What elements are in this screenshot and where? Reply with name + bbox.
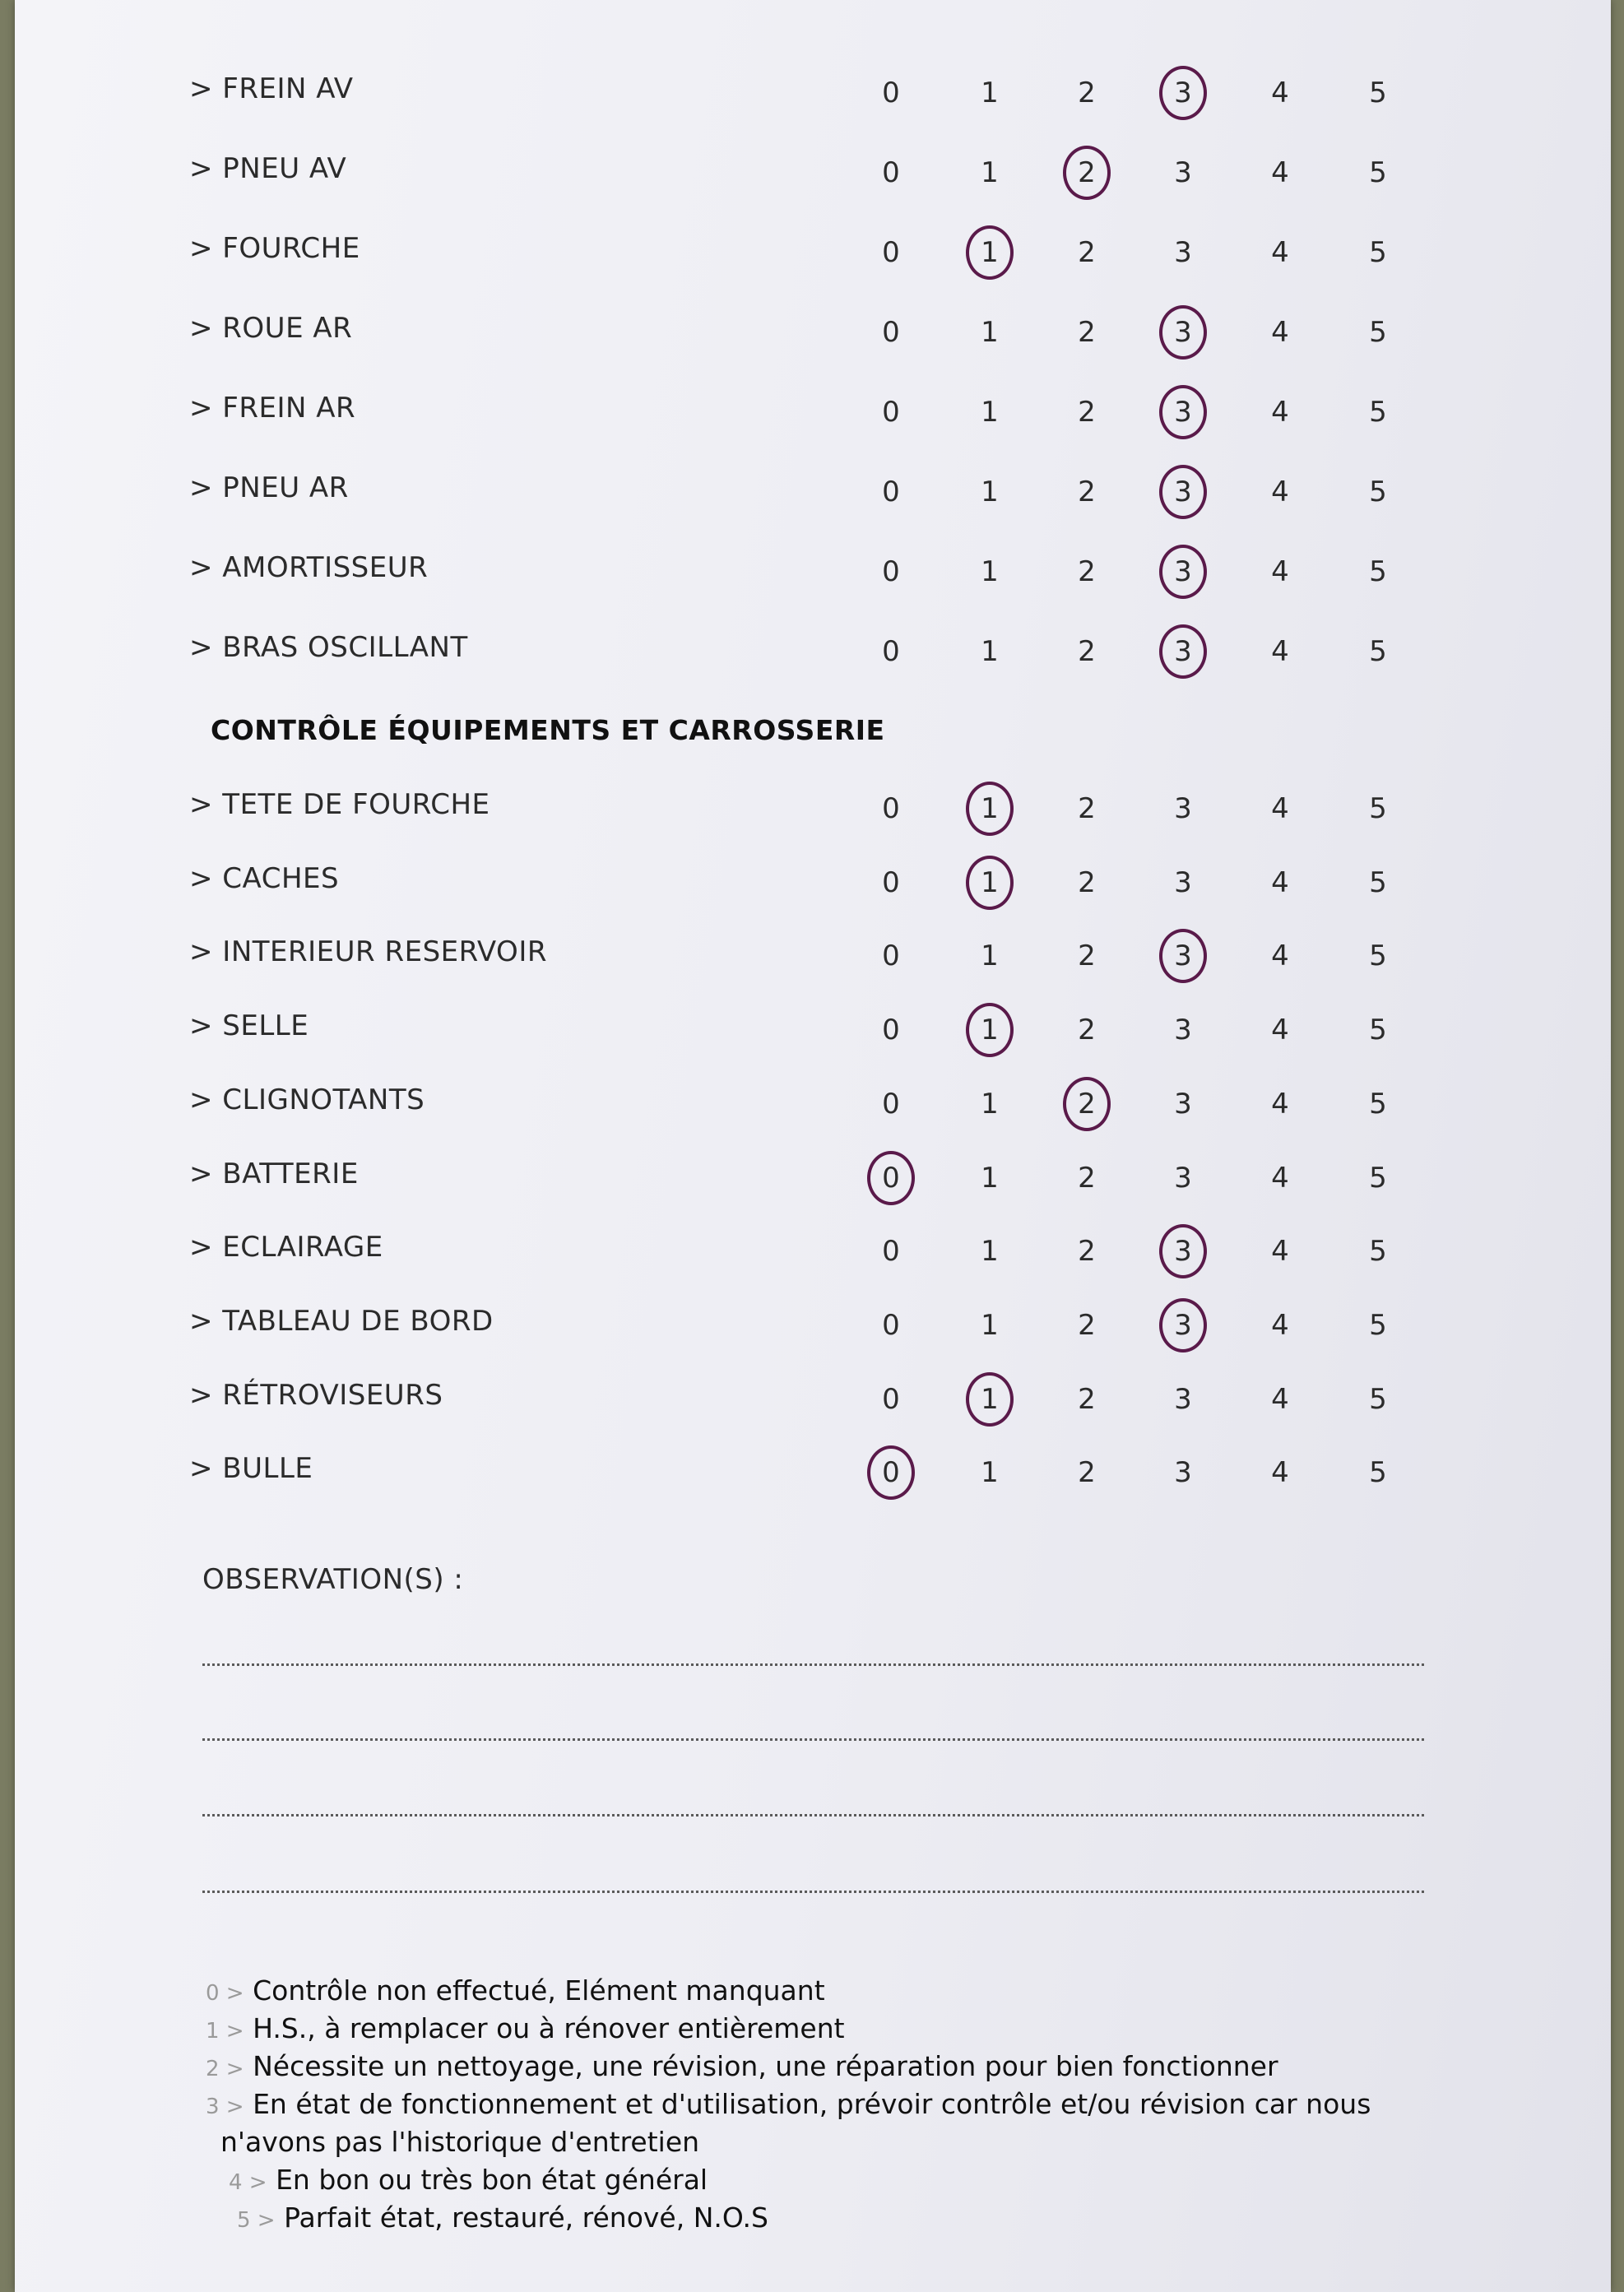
score-option[interactable]: 1 — [981, 1235, 999, 1269]
score-option-selected[interactable]: 2 — [1063, 1077, 1111, 1131]
score-option[interactable]: 2 — [1078, 1235, 1096, 1269]
score-option[interactable]: 1 — [981, 555, 999, 588]
score-option[interactable]: 0 — [882, 792, 900, 825]
item-label: > RÉTROVISEURS — [189, 1378, 443, 1412]
score-option[interactable]: 5 — [1369, 1382, 1387, 1416]
legend-line — [220, 2126, 699, 2158]
score-option[interactable]: 5 — [1369, 1014, 1387, 1047]
score-option[interactable]: 5 — [1369, 156, 1387, 189]
item-label: > BRAS OSCILLANT — [189, 631, 468, 664]
checklist-row — [15, 1362, 1611, 1436]
checklist-row — [15, 1288, 1611, 1362]
legend-text: Parfait état, restauré, rénové, N.O.S — [275, 2202, 768, 2234]
legend-line — [206, 2050, 1278, 2082]
score-option[interactable]: 1 — [981, 476, 999, 508]
score-option[interactable]: 5 — [1369, 865, 1387, 899]
legend-text: Contrôle non effectué, Elément manquant — [244, 1974, 825, 2007]
score-option[interactable]: 2 — [1078, 555, 1096, 588]
score-option-selected[interactable]: 3 — [1159, 465, 1207, 519]
score-option-selected[interactable]: 0 — [867, 1151, 915, 1205]
score-option[interactable]: 5 — [1369, 476, 1387, 508]
legend-number: 3 > — [206, 2095, 244, 2119]
score-option[interactable]: 3 — [1174, 1161, 1192, 1195]
score-option[interactable]: 3 — [1174, 156, 1192, 189]
checklist-row — [15, 993, 1611, 1067]
item-label: > BULLE — [189, 1452, 313, 1486]
item-label: > FREIN AV — [189, 72, 354, 105]
score-option[interactable]: 1 — [981, 1161, 999, 1195]
legend-line — [206, 2088, 1371, 2120]
score-option[interactable]: 4 — [1271, 865, 1289, 899]
score-option[interactable]: 1 — [981, 316, 999, 349]
score-option-selected[interactable]: 3 — [1159, 1298, 1207, 1352]
legend-line — [229, 2164, 708, 2196]
score-option[interactable]: 2 — [1078, 77, 1096, 109]
checklist-row — [15, 919, 1611, 993]
checklist-row — [15, 615, 1611, 689]
observation-line — [202, 1891, 1424, 1893]
score-option[interactable]: 0 — [882, 1087, 900, 1120]
legend-number: 5 > — [237, 2208, 276, 2233]
item-label: > PNEU AV — [189, 152, 347, 185]
score-option[interactable]: 5 — [1369, 316, 1387, 349]
item-label: > AMORTISSEUR — [189, 551, 429, 584]
score-option[interactable]: 1 — [981, 77, 999, 109]
legend-line — [237, 2202, 768, 2234]
item-label: > TETE DE FOURCHE — [189, 788, 490, 821]
score-option-selected[interactable]: 3 — [1159, 545, 1207, 599]
checklist-row — [15, 56, 1611, 130]
score-option[interactable]: 2 — [1078, 476, 1096, 508]
score-option[interactable]: 4 — [1271, 555, 1289, 588]
score-option[interactable]: 4 — [1271, 940, 1289, 973]
score-option[interactable]: 4 — [1271, 1161, 1289, 1195]
legend-number: 4 > — [229, 2170, 267, 2195]
score-option[interactable]: 2 — [1078, 236, 1096, 269]
score-option[interactable]: 5 — [1369, 1235, 1387, 1269]
score-option[interactable]: 5 — [1369, 940, 1387, 973]
score-option[interactable]: 2 — [1078, 1014, 1096, 1047]
score-option-selected[interactable]: 3 — [1159, 305, 1207, 360]
score-option[interactable]: 0 — [882, 635, 900, 668]
checklist-row — [15, 535, 1611, 609]
score-option[interactable]: 2 — [1078, 865, 1096, 899]
score-option[interactable]: 4 — [1271, 156, 1289, 189]
score-option[interactable]: 2 — [1078, 1161, 1096, 1195]
checklist-row — [15, 846, 1611, 920]
checklist-row — [15, 295, 1611, 369]
item-label: > CLIGNOTANTS — [189, 1083, 425, 1116]
score-option[interactable]: 5 — [1369, 396, 1387, 429]
score-option[interactable]: 0 — [882, 1235, 900, 1269]
score-option[interactable]: 4 — [1271, 396, 1289, 429]
observations-label: OBSERVATION(S) : — [202, 1563, 464, 1596]
score-option-selected[interactable]: 3 — [1159, 66, 1207, 120]
score-option[interactable]: 4 — [1271, 77, 1289, 109]
checklist-row — [15, 1141, 1611, 1215]
score-option-selected[interactable]: 3 — [1159, 385, 1207, 439]
checklist-row — [15, 216, 1611, 290]
score-option[interactable]: 4 — [1271, 1014, 1289, 1047]
checklist-row — [15, 136, 1611, 210]
score-option[interactable]: 1 — [981, 940, 999, 973]
legend-text: En bon ou très bon état général — [267, 2164, 708, 2196]
score-option[interactable]: 4 — [1271, 1087, 1289, 1120]
legend-number: 1 > — [206, 2019, 244, 2044]
score-option[interactable]: 0 — [882, 1308, 900, 1342]
score-option[interactable]: 0 — [882, 476, 900, 508]
score-option[interactable]: 4 — [1271, 1456, 1289, 1490]
score-option[interactable]: 1 — [981, 1456, 999, 1490]
legend-line — [206, 1974, 825, 2007]
checklist-row — [15, 1214, 1611, 1288]
score-option[interactable]: 3 — [1174, 1087, 1192, 1120]
section-title: CONTRÔLE ÉQUIPEMENTS ET CARROSSERIE — [211, 714, 885, 746]
score-option[interactable]: 1 — [981, 396, 999, 429]
observation-line — [202, 1814, 1424, 1816]
legend-text: H.S., à remplacer ou à rénover entièrement — [244, 2012, 845, 2044]
legend-number: 2 > — [206, 2057, 244, 2081]
score-option[interactable]: 3 — [1174, 236, 1192, 269]
checklist-row — [15, 1067, 1611, 1141]
score-option[interactable]: 0 — [882, 555, 900, 588]
legend-line — [206, 2012, 845, 2044]
score-option[interactable]: 4 — [1271, 1235, 1289, 1269]
score-option[interactable]: 1 — [981, 635, 999, 668]
score-option[interactable]: 4 — [1271, 236, 1289, 269]
score-option[interactable]: 1 — [981, 1087, 999, 1120]
score-option[interactable]: 5 — [1369, 1308, 1387, 1342]
score-option[interactable]: 0 — [882, 236, 900, 269]
item-label: > ROUE AR — [189, 312, 353, 345]
score-option-selected[interactable]: 1 — [966, 225, 1014, 280]
score-option[interactable]: 5 — [1369, 635, 1387, 668]
score-option[interactable]: 2 — [1078, 396, 1096, 429]
score-option[interactable]: 3 — [1174, 1014, 1192, 1047]
score-option[interactable]: 1 — [981, 1308, 999, 1342]
score-option-selected[interactable]: 1 — [966, 1372, 1014, 1427]
score-option[interactable]: 4 — [1271, 476, 1289, 508]
legend-text: En état de fonctionnement et d'utilisation, prévoir contrôle et/ou révision car nous — [244, 2088, 1371, 2120]
item-label: > FOURCHE — [189, 232, 360, 265]
score-option[interactable]: 0 — [882, 940, 900, 973]
score-option-selected[interactable]: 1 — [966, 1003, 1014, 1057]
item-label: > ECLAIRAGE — [189, 1231, 383, 1264]
score-option-selected[interactable]: 0 — [867, 1445, 915, 1500]
score-option[interactable]: 5 — [1369, 236, 1387, 269]
item-label: > INTERIEUR RESERVOIR — [189, 935, 547, 969]
score-option[interactable]: 0 — [882, 1382, 900, 1416]
score-option[interactable]: 2 — [1078, 940, 1096, 973]
score-option[interactable]: 4 — [1271, 1308, 1289, 1342]
legend-text: n'avons pas l'historique d'entretien — [220, 2126, 700, 2158]
score-option[interactable]: 5 — [1369, 792, 1387, 825]
checklist-row — [15, 1436, 1611, 1510]
item-label: > CACHES — [189, 861, 340, 895]
checklist-sheet — [15, 0, 1611, 2292]
observation-line — [202, 1663, 1424, 1666]
score-option[interactable]: 0 — [882, 156, 900, 189]
legend-text: Nécessite un nettoyage, une révision, une réparation pour bien fonctionner — [244, 2050, 1278, 2082]
score-option[interactable]: 2 — [1078, 1456, 1096, 1490]
checklist-row — [15, 772, 1611, 846]
score-option[interactable]: 3 — [1174, 1456, 1192, 1490]
score-option[interactable]: 0 — [882, 316, 900, 349]
score-option[interactable]: 0 — [882, 865, 900, 899]
score-option[interactable]: 4 — [1271, 635, 1289, 668]
score-option[interactable]: 5 — [1369, 555, 1387, 588]
score-option[interactable]: 3 — [1174, 1382, 1192, 1416]
score-option[interactable]: 2 — [1078, 1382, 1096, 1416]
item-label: > BATTERIE — [189, 1157, 359, 1190]
checklist-row — [15, 375, 1611, 449]
score-option-selected[interactable]: 3 — [1159, 929, 1207, 983]
score-option[interactable]: 2 — [1078, 316, 1096, 349]
score-option-selected[interactable]: 3 — [1159, 624, 1207, 679]
score-option[interactable]: 3 — [1174, 865, 1192, 899]
score-option-selected[interactable]: 3 — [1159, 1224, 1207, 1278]
score-option[interactable]: 5 — [1369, 77, 1387, 109]
score-option[interactable]: 4 — [1271, 316, 1289, 349]
score-option[interactable]: 5 — [1369, 1161, 1387, 1195]
observation-line — [202, 1738, 1424, 1741]
score-option-selected[interactable]: 2 — [1063, 146, 1111, 200]
item-label: > FREIN AR — [189, 392, 356, 425]
score-option[interactable]: 0 — [882, 1014, 900, 1047]
score-option[interactable]: 4 — [1271, 1382, 1289, 1416]
score-option-selected[interactable]: 1 — [966, 782, 1014, 836]
score-option[interactable]: 5 — [1369, 1456, 1387, 1490]
score-option[interactable]: 2 — [1078, 635, 1096, 668]
score-option[interactable]: 2 — [1078, 792, 1096, 825]
score-option[interactable]: 0 — [882, 77, 900, 109]
score-option-selected[interactable]: 1 — [966, 856, 1014, 910]
score-option[interactable]: 0 — [882, 396, 900, 429]
item-label: > PNEU AR — [189, 471, 349, 504]
score-option[interactable]: 2 — [1078, 1308, 1096, 1342]
score-option[interactable]: 1 — [981, 156, 999, 189]
score-option[interactable]: 4 — [1271, 792, 1289, 825]
checklist-row — [15, 455, 1611, 529]
item-label: > SELLE — [189, 1009, 309, 1043]
score-option[interactable]: 3 — [1174, 792, 1192, 825]
item-label: > TABLEAU DE BORD — [189, 1304, 494, 1338]
legend-number: 0 > — [206, 1981, 244, 2006]
score-option[interactable]: 5 — [1369, 1087, 1387, 1120]
